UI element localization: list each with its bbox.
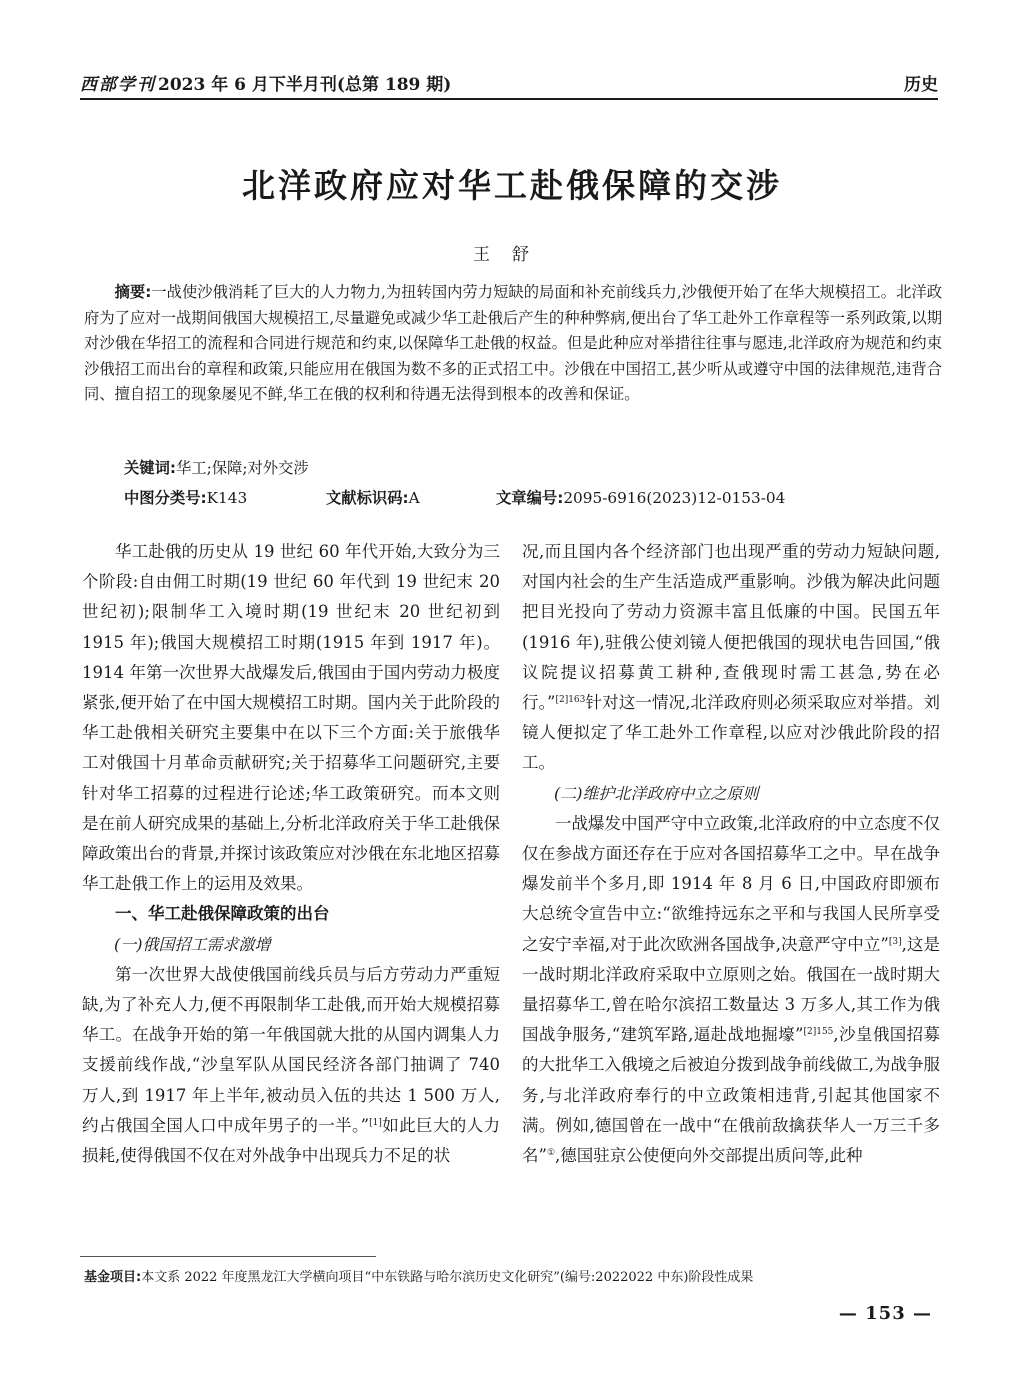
abstract-label: 摘要: (114, 283, 152, 301)
citation-ref: [3] (888, 936, 902, 947)
author-name: 王舒 (473, 245, 551, 265)
running-header (80, 70, 938, 98)
citation-ref: [1] (369, 1117, 382, 1128)
funding-note (84, 1266, 753, 1285)
section-label: 历史 (904, 75, 938, 95)
citation-ref: [2]155 (803, 1027, 834, 1038)
journal-issue (80, 70, 451, 95)
abstract-paragraph (84, 280, 942, 408)
document-code: 文献标识码:A (326, 489, 420, 507)
left-column (82, 537, 500, 1171)
funding-text: 本文系 2022 年度黑龙江大学横向项目“中东铁路与哈尔滨历史文化研究”(编号:2022022 中东)阶段性成果 (141, 1270, 754, 1285)
body-paragraph: 第一次世界大战使俄国前线兵员与后方劳动力严重短缺,为了补充人力,便不再限制华工赴俄,而开始大规模招募华工。在战争开始的第一年俄国就大批的从国内调集人力支援前线作战,“沙皇军队从国民经济各部门抽调了 740 万人,到 1917 年上半年,被动员入伍的共达 1 500 万人,约占俄国全国人口中成年男子的一半。”[1]如此巨大的人力损耗,使得俄国不仅在对外战争中出现兵力不足的状 (82, 964, 501, 1166)
body-paragraph: 华工赴俄的历史从 19 世纪 60 年代开始,大致分为三个阶段:自由佣工时期(19 世纪 60 年代到 19 世纪末 20 世纪初);限制华工入境时期(19 世纪末 20 世纪初到 1915 年);俄国大规模招工时期(1915 年到 1917 年)。1914 年第一次世界大战爆发后,俄国由于国内劳动力极度紧张,便开始了在中国大规模招工时期。国内关于此阶段的华工赴俄相关研究主要集中在以下三个方面:关于旅俄华工对俄国十月革命贡献研究;关于招募华工问题研究,主要针对华工招募的过程进行论述;华工政策研究。而本文则是在前人研究成果的基础上,分析北洋政府关于华工赴俄保障政策出台的背景,并探讨该政策应对沙俄在东北地区招募华工赴俄工作上的运用及效果。 (82, 542, 500, 894)
funding-label: 基金项目: (84, 1270, 142, 1285)
journal-logo-text: 西部学刊 (80, 75, 156, 95)
page-number: — 153 — (838, 1303, 932, 1324)
issue-info: 2023 年 6 月下半月刊(总第 189 期) (158, 75, 452, 95)
keywords-text: 华工;保障;对外交涉 (176, 459, 309, 477)
body-paragraph: 一战爆发中国严守中立政策,北洋政府的中立态度不仅仅在参战方面还存在于应对各国招募华工之中。早在战争爆发前半个多月,即 1914 年 8 月 6 日,中国政府即颁布大总统令宣告中立:“欲维持远东之平和与我国人民所享受之安宁幸福,对于此次欧洲各国战争,决意严守中立”[3],这是一战时期北洋政府采取中立原则之始。俄国在一战时期大量招募华工,曾在哈尔滨招工数量达 3 万多人,其工作为俄国战争服务,“建筑军路,逼赴战地掘壕”$^{[2]155}$,沙皇俄国招募的大批华工入俄境之后被迫分拨到战争前线做工,为战争服务,与北洋政府奉行的中立政策相违背,引起其他国家不满。例如,德国曾在一战中“在俄前敌擒获华人一万三千多名”①,德国驻京公使便向外交部提出质问等,此种 (522, 813, 940, 1166)
section-heading: 一、华工赴俄保障政策的出台 (115, 904, 330, 924)
keywords (124, 456, 309, 478)
keywords-label: 关键词: (124, 459, 177, 477)
abstract-text: 一战使沙俄消耗了巨大的人力物力,为扭转国内劳力短缺的局面和补充前线兵力,沙俄便开始了在华大规模招工。北洋政府为了应对一战期间俄国大规模招工,尽量避免或减少华工赴俄后产生的种种弊病,便出台了华工赴外工作章程等一系列政策,以期对沙俄在华招工的流程和合同进行规范和约束,以保障华工赴俄的权益。但是此种应对举措往往事与愿违,北洋政府为规范和约束沙俄招工而出台的章程和政策,只能应用在俄国为数不多的正式招工中。沙俄在中国招工,甚少听从或遵守中国的法律规范,违背合同、擅自招工的现象屡见不鲜,华工在俄的权利和待遇无法得到根本的改善和保证。 (84, 283, 942, 403)
header-divider (80, 98, 938, 100)
subsection-heading: (一)俄国招工需求激增 (114, 934, 271, 954)
body-paragraph: 况,而且国内各个经济部门也出现严重的劳动力短缺问题,对国内社会的生产生活造成严重影响。沙俄为解决此问题把目光投向了劳动力资源丰富且低廉的中国。民国五年(1916 年),驻俄公使刘镜人便把俄国的现状电告回国,“俄议院提议招募黄工耕种,查俄现时需工甚急,势在必行。”$^{[2]163}$针对这一情况,北洋政府则必须采取应对举措。刘镜人便拟定了华工赴外工作章程,以应对沙俄此阶段的招工。 (522, 542, 941, 773)
footnote-marker: ① (546, 1148, 556, 1159)
article-number: 文章编号:2095-6916(2023)12-0153-04 (496, 489, 786, 507)
clc-number: 中图分类号:K143 (124, 489, 248, 507)
abstract (84, 280, 942, 408)
footnote-divider (80, 1256, 376, 1257)
right-column (522, 537, 940, 1171)
citation-ref: [2]163 (555, 695, 586, 706)
article-title: 北洋政府应对华工赴俄保障的交涉 (242, 166, 782, 205)
subsection-heading: (二)维护北洋政府中立之原则 (554, 783, 759, 803)
